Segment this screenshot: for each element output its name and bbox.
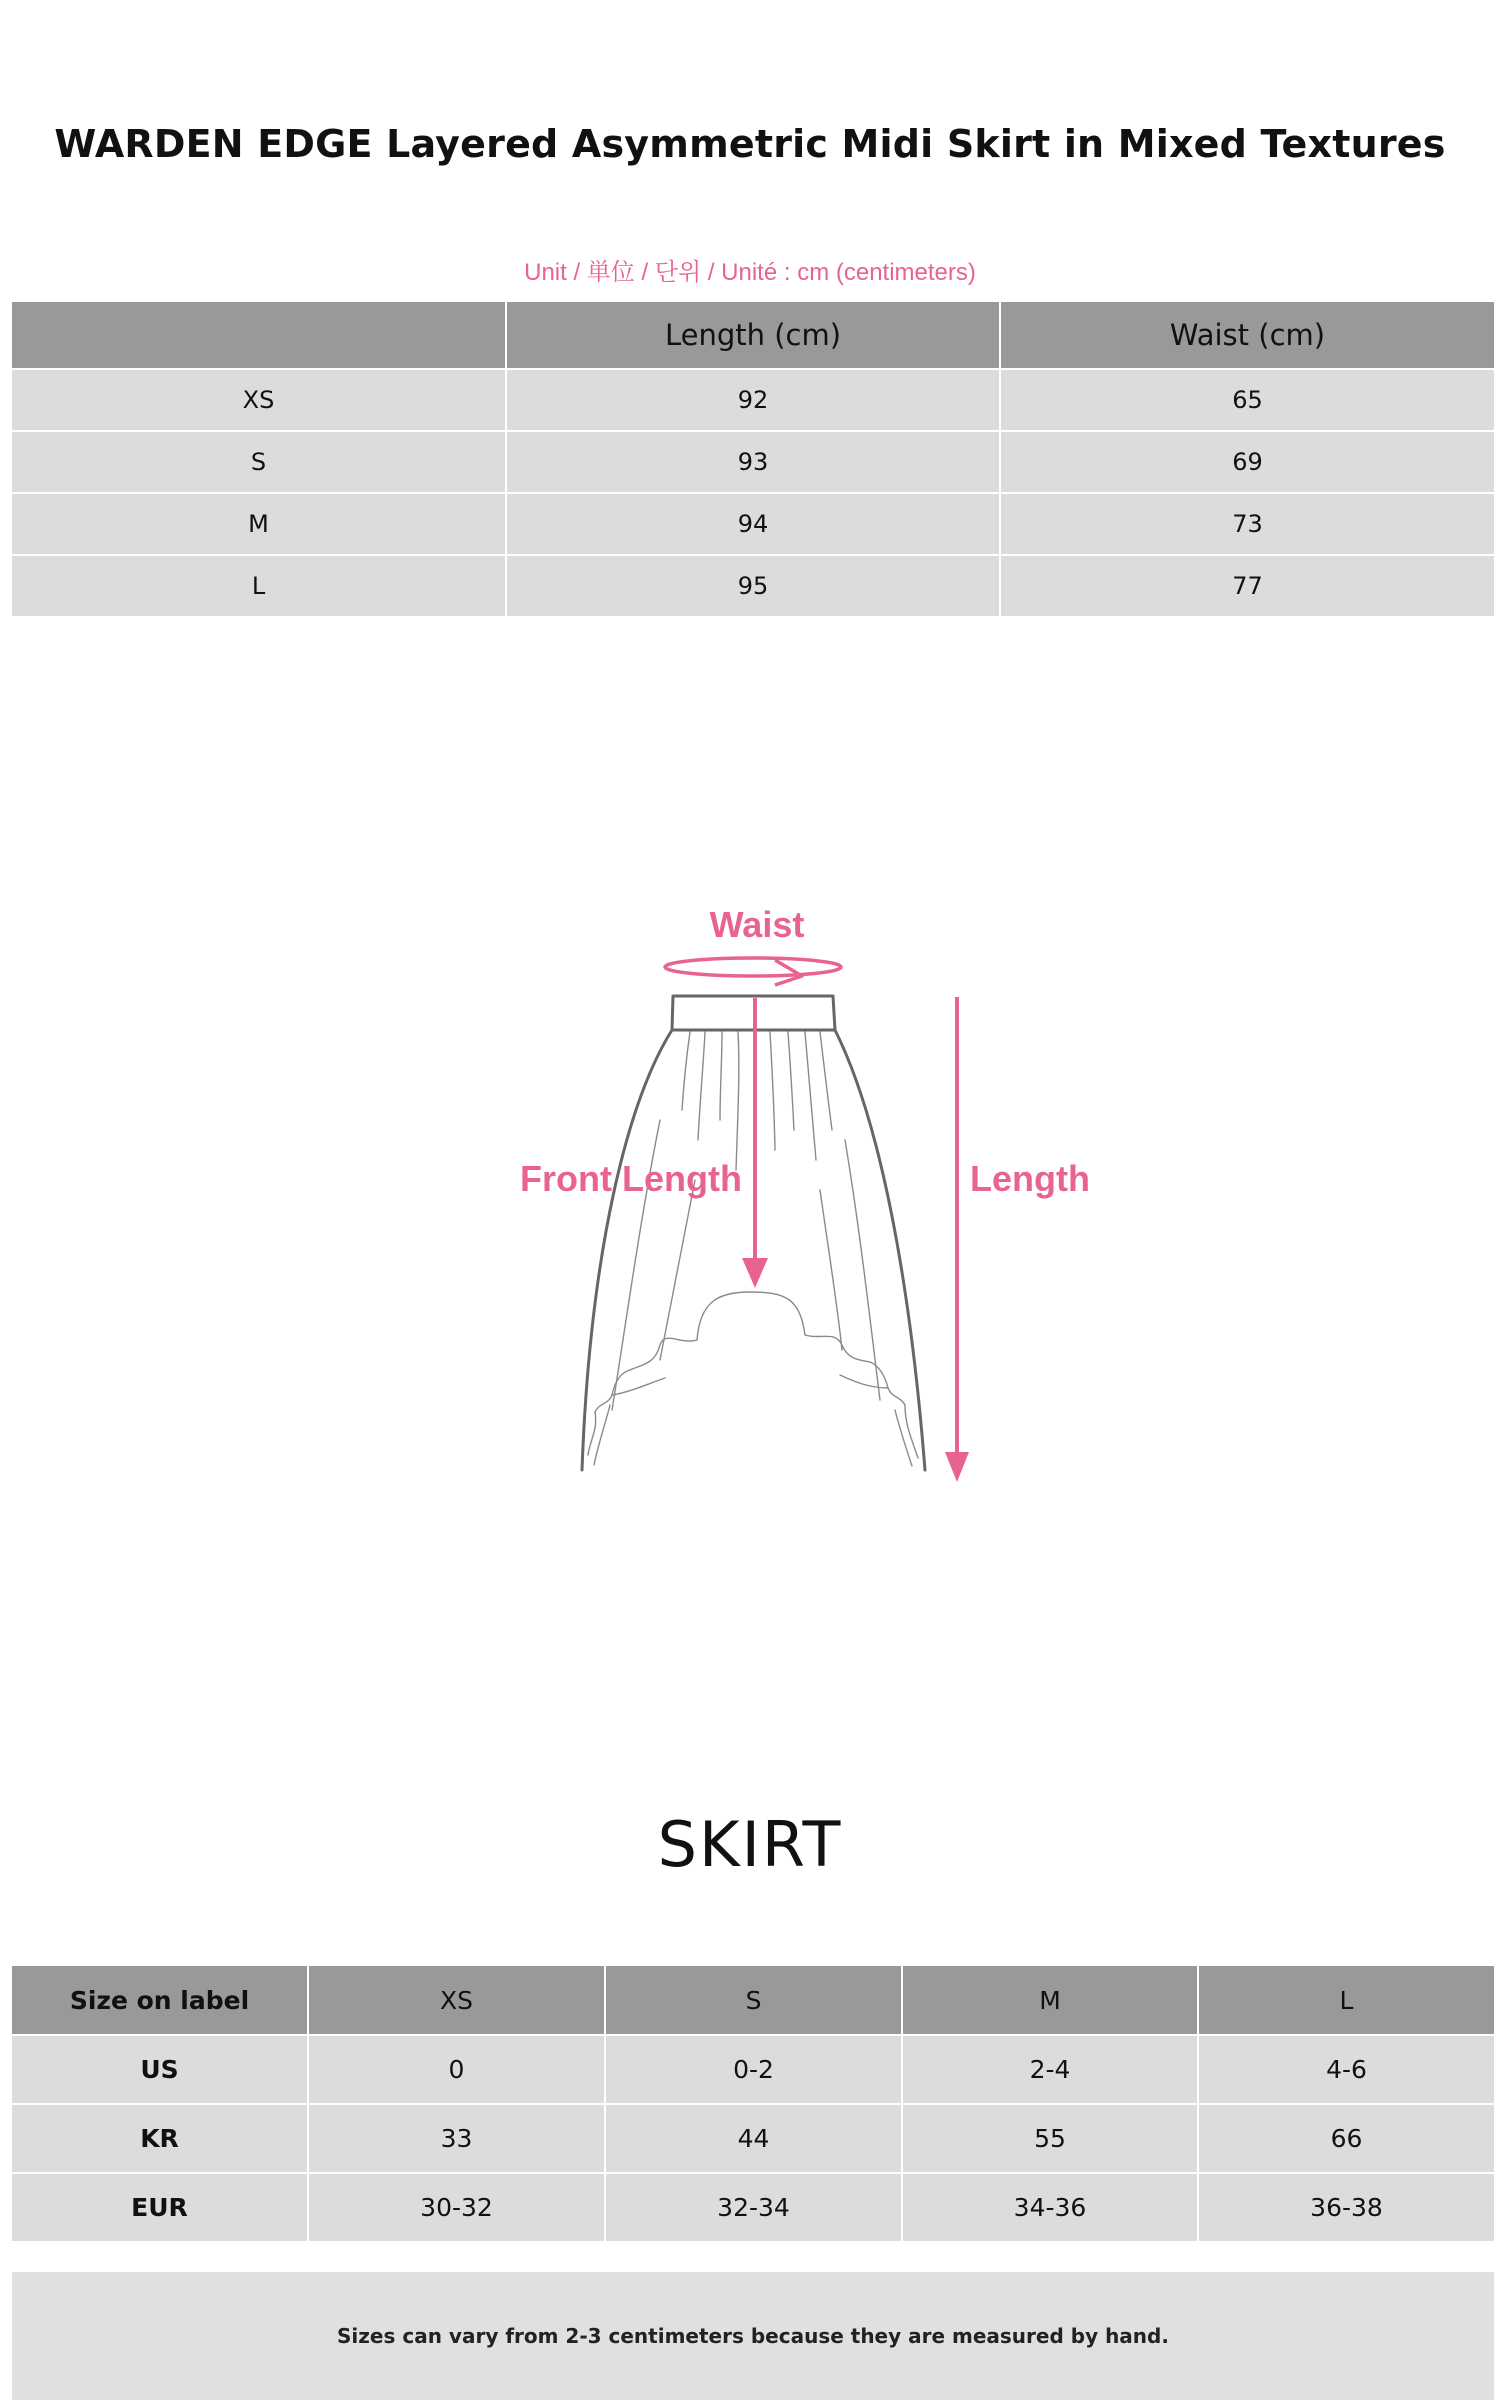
size-header-label: Size on label [12,1966,308,2035]
table-row [12,369,1494,431]
region-cell: US [12,2035,308,2104]
waist-cell: 73 [1000,493,1494,555]
size-value-cell: 4-6 [1198,2035,1494,2104]
size-value-cell: 34-36 [902,2173,1198,2242]
front-length-label: Front Length [520,1158,742,1199]
size-header-xs: XS [308,1966,605,2035]
length-cell: 94 [506,493,1000,555]
size-header-l: L [1198,1966,1494,2035]
length-cell: 93 [506,431,1000,493]
waist-measure-arrow-icon [665,958,841,985]
size-header-row [12,1966,1494,2035]
page-title: WARDEN EDGE Layered Asymmetric Midi Skirt in Mixed Textures [54,122,1446,166]
size-value-cell: 66 [1198,2104,1494,2173]
waist-label: Waist [709,904,805,945]
size-section-title: SKIRT [657,1808,843,1881]
size-value-cell: 36-38 [1198,2173,1494,2242]
size-cell: M [12,493,506,555]
size-header-s: S [605,1966,902,2035]
length-arrow-icon [945,997,969,1482]
length-cell: 92 [506,369,1000,431]
size-value-cell: 44 [605,2104,902,2173]
front-length-arrow-icon [742,998,768,1288]
table-row [12,2104,1494,2173]
region-cell: EUR [12,2173,308,2242]
measurement-disclaimer: Sizes can vary from 2-3 centimeters because they are measured by hand. [12,2272,1494,2400]
size-value-cell: 33 [308,2104,605,2173]
size-cell: L [12,555,506,617]
measurement-header-length: Length (cm) [506,302,1000,369]
measurement-header-waist: Waist (cm) [1000,302,1494,369]
waist-cell: 77 [1000,555,1494,617]
measurement-table [12,302,1494,618]
size-value-cell: 32-34 [605,2173,902,2242]
table-row [12,431,1494,493]
table-row [12,555,1494,617]
table-row [12,493,1494,555]
skirt-measurement-diagram [500,895,1120,1505]
waist-cell: 65 [1000,369,1494,431]
size-value-cell: 30-32 [308,2173,605,2242]
size-cell: XS [12,369,506,431]
size-value-cell: 2-4 [902,2035,1198,2104]
size-header-m: M [902,1966,1198,2035]
size-value-cell: 55 [902,2104,1198,2173]
waist-cell: 69 [1000,431,1494,493]
size-cell: S [12,431,506,493]
size-value-cell: 0-2 [605,2035,902,2104]
length-cell: 95 [506,555,1000,617]
table-row [12,2173,1494,2242]
size-conversion-table [12,1966,1494,2243]
length-label: Length [970,1158,1090,1199]
measurement-header-row [12,302,1494,369]
region-cell: KR [12,2104,308,2173]
table-row [12,2035,1494,2104]
size-value-cell: 0 [308,2035,605,2104]
unit-note: Unit / 単位 / 단위 / Unité : cm (centimeters) [524,259,976,286]
measurement-header-size [12,302,506,369]
